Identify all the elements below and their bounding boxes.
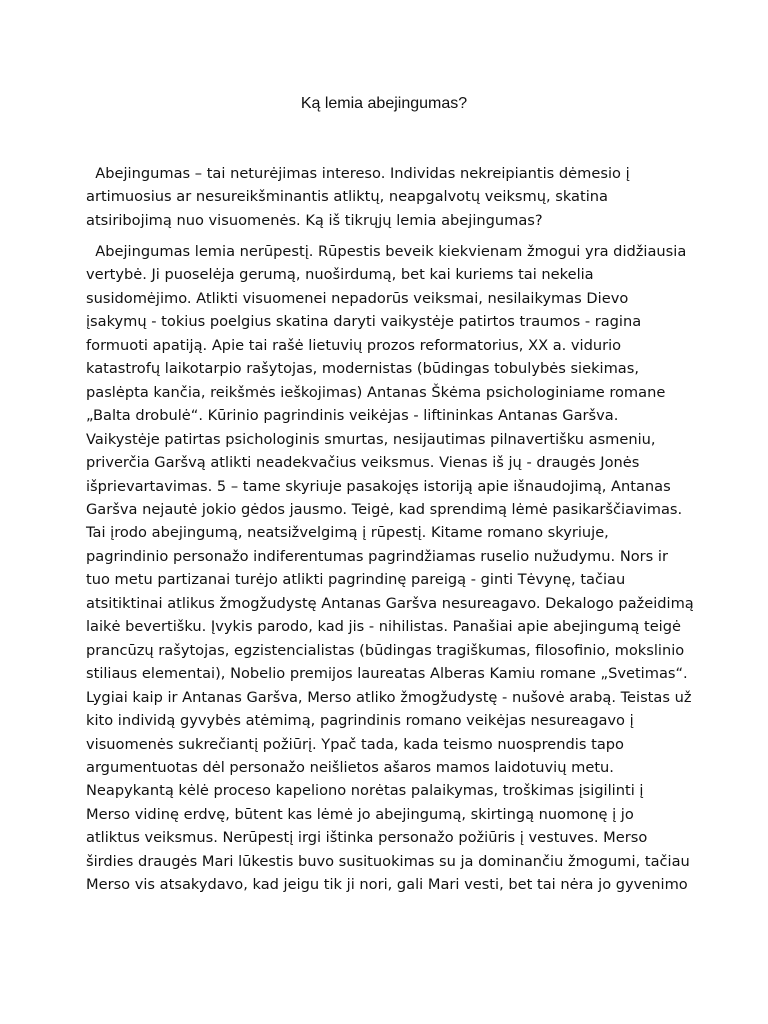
text-line: Merso vidinę erdvę, būtent kas lėmė jo abejingumą, skirtingą nuomonę į jo (86, 805, 634, 823)
text-line: vertybė. Ji puoselėja gerumą, nuoširdumą, bet kai kuriems tai nekelia (86, 266, 594, 284)
text-line: priverčia Garšvą atlikti neadekvačius veiksmus. Vienas iš jų - draugės Jonės (86, 454, 640, 472)
text-line: atsitiktinai atlikus žmogžudystę Antanas Garšva nesureagavo. Dekalogo pažeidimą (86, 594, 694, 612)
text-line: visuomenės sukrečiantį požiūrį. Ypač tada, kada teismo nuosprendis tapo (86, 735, 624, 753)
text-line: Merso vis atsakydavo, kad jeigu tik ji nori, gali Mari vesti, bet tai nėra jo gyvenimo (86, 876, 688, 894)
text-line: širdies draugės Mari lūkestis buvo susituokimas su ja dominančiu žmogumi, tačiau (86, 852, 690, 870)
text-line: formuoti apatiją. Apie tai rašė lietuvių prozos reformatorius, XX a. vidurio (86, 336, 622, 354)
text-line: stiliaus elementai), Nobelio premijos laureatas Alberas Kamiu romane „Svetimas“. (86, 665, 688, 683)
text-line: artimuosius ar nesureikšminantis atliktų, neapgalvotų veiksmų, skatina (86, 188, 608, 206)
text-line: Neapykantą kėlė proceso kapeliono norėtas palaikymas, troškimas įsigilinti į (86, 782, 644, 800)
text-line: Garšva nejautė jokio gėdos jausmo. Teigė, kad sprendimą lėmė pasikarščiavimas. (86, 500, 683, 518)
text-line: pagrindinio personažo indiferentumas pagrindžiamas ruselio nužudymu. Nors ir (86, 547, 668, 565)
text-line: tuo metu partizanai turėjo atlikti pagrindinę pareigą - ginti Tėvynę, tačiau (86, 571, 626, 589)
text-line: susidomėjimo. Atlikti visuomenei nepadorūs veiksmai, nesilaikymas Dievo (86, 289, 629, 307)
text-line: paslėpta kančia, reikšmės ieškojimas) Antanas Škėma psichologiniame romane (86, 383, 666, 401)
paragraph-intro (86, 162, 690, 232)
text-line: Abejingumas – tai neturėjimas intereso. Individas nekreipiantis dėmesio į (86, 165, 630, 182)
text-line: atsiribojimą nuo visuomenės. Ką iš tikrųjų lemia abejingumas? (86, 211, 543, 229)
text-line: Vaikystėje patirtas psichologinis smurtas, nesijautimas pilnavertišku asmeniu, (86, 430, 656, 448)
text-line: „Balta drobulė“. Kūrinio pagrindinis veikėjas - liftininkas Antanas Garšva. (86, 407, 619, 425)
text-line: atliktus veiksmus. Nerūpestį irgi ištinka personažo požiūris į vestuves. Merso (86, 829, 648, 847)
paragraph-body (86, 240, 694, 897)
text-line: išprievartavimas. 5 – tame skyriuje pasakojęs istoriją apie išnaudojimą, Antanas (86, 477, 671, 495)
document-title: Ką lemia abejingumas? (300, 95, 468, 112)
text-line: argumentuotas dėl personažo neišlietos ašaros mamos laidotuvių metu. (86, 758, 614, 776)
text-line: Lygiai kaip ir Antanas Garšva, Merso atliko žmogžudystę - nušovė arabą. Teistas už (86, 688, 692, 706)
text-line: laikė bevertišku. Įvykis parodo, kad jis - nihilistas. Panašiai apie abejingumą teigė (86, 618, 681, 636)
text-line: prancūzų rašytojas, egzistencialistas (būdingas tragiškumas, filosofinio, mokslinio (86, 641, 685, 659)
text-line: katastrofų laikotarpio rašytojas, modernistas (būdingas tobulybės siekimas, (86, 360, 639, 378)
text-line: Tai įrodo abejingumą, neatsižvelgimą į rūpestį. Kitame romano skyriuje, (86, 524, 609, 542)
text-line: Abejingumas lemia nerūpestį. Rūpestis beveik kiekvienam žmogui yra didžiausia (86, 243, 687, 260)
text-line: kito individą gyvybės atėmimą, pagrindinis romano veikėjas nesureagavo į (86, 712, 634, 730)
text-line: įsakymų - tokius poelgius skatina daryti vaikystėje patirtos traumos - ragina (86, 313, 642, 331)
